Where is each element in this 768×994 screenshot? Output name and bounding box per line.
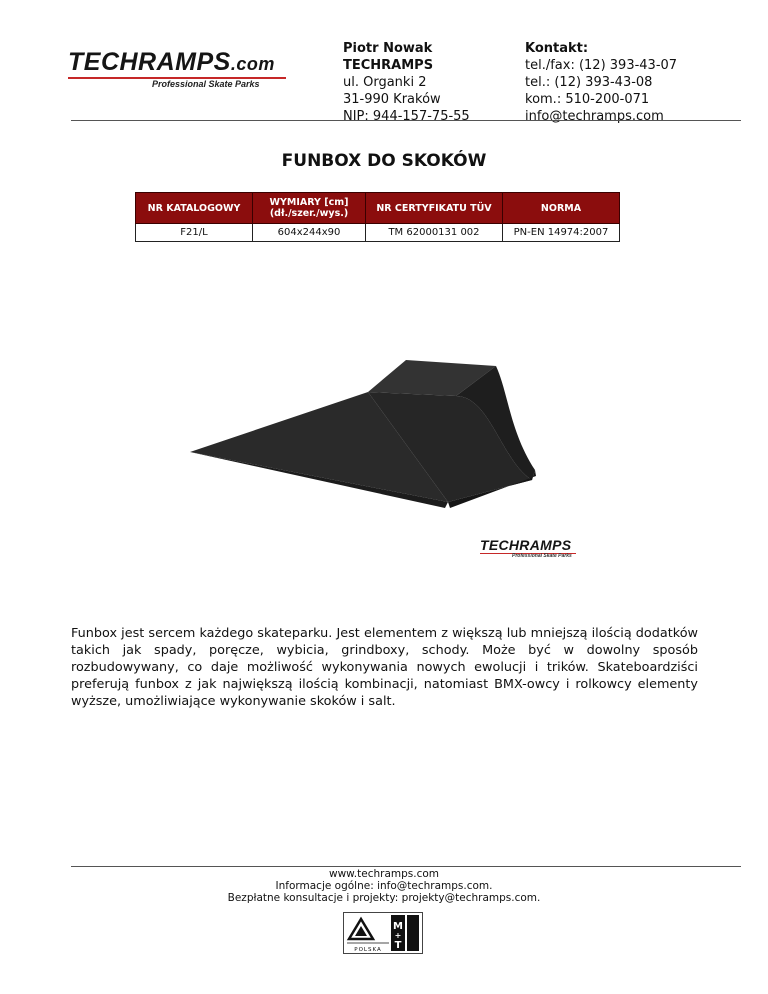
spec-table-header-row [136,193,620,224]
footer-website: www.techramps.com [328,868,440,880]
header-dims-line1: WYMIARY [cm] [269,197,349,208]
cell-norm: PN-EN 14974:2007 [503,224,620,242]
contact-tel: tel.: (12) 393-43-08 [525,75,653,90]
header-catalog: NR KATALOGOWY [136,193,253,224]
header-certificate: NR CERTYFIKATU TÜV [366,193,503,224]
header-norm: NORMA [503,193,620,224]
page-title: FUNBOX DO SKOKÓW [281,151,487,171]
product-logo-tagline: Professional Skate Parks [512,553,572,559]
cell-catalog: F21/L [136,224,253,242]
contact-mobile: kom.: 510-200-071 [525,92,650,107]
owner-company: TECHRAMPS [343,58,434,73]
cell-dimensions: 604x244x90 [253,224,366,242]
owner-city: 31-990 Kraków [343,92,441,107]
logo-suffix: .com [230,54,275,74]
techramps-logo [68,48,288,88]
cell-certificate: TM 62000131 002 [366,224,503,242]
table-row [136,224,620,242]
logo-main-text: TECHRAMPS [68,48,231,76]
footer-general-info: Informacje ogólne: info@techramps.com. [275,880,493,892]
footer-divider [71,866,741,867]
contact-block [525,40,677,125]
tuv-certification-icon [343,912,423,954]
owner-nip: NIP: 944-157-75-55 [343,109,470,124]
product-description: Funbox jest sercem każdego skateparku. Jest elementem z większą lub mniejszą ilością dodatków takich jak spady, poręcze, wybicia, grindboxy, schody. Może być w dowolny sposób rozbudowywany, co daje możliwość wykonywania nowych ewolucji i trików. Skateboardziści preferują funbox z jak największą ilością kombinacji, natomiast BMX-owcy i rolkowcy elementy wyższe, umożliwiające wykonywanie skoków i salt. [71,626,698,709]
header-dims-line2: (dł./szer./wys.) [269,208,349,219]
svg-text:M: M [393,921,403,932]
owner-street: ul. Organki 2 [343,75,427,90]
owner-block [343,40,470,125]
contact-email: info@techramps.com [525,109,664,124]
contact-telfax: tel./fax: (12) 393-43-07 [525,58,678,73]
header-divider [71,120,741,121]
product-logo-text: TECHRAMPS [480,537,572,553]
svg-text:T: T [394,940,402,951]
funbox-ramp-image [190,352,590,512]
contact-heading: Kontakt: [525,41,589,56]
svg-text:+: + [394,931,402,940]
cert-country-label: POLSKA [354,947,382,953]
footer-projects: Bezpłatne konsultacje i projekty: projekty@techramps.com. [227,892,541,904]
product-logo [480,537,580,559]
header-dimensions [253,193,366,224]
footer [0,868,768,904]
logo-tagline: Professional Skate Parks [152,79,260,89]
owner-name: Piotr Nowak [343,41,433,56]
spec-table [135,192,620,242]
